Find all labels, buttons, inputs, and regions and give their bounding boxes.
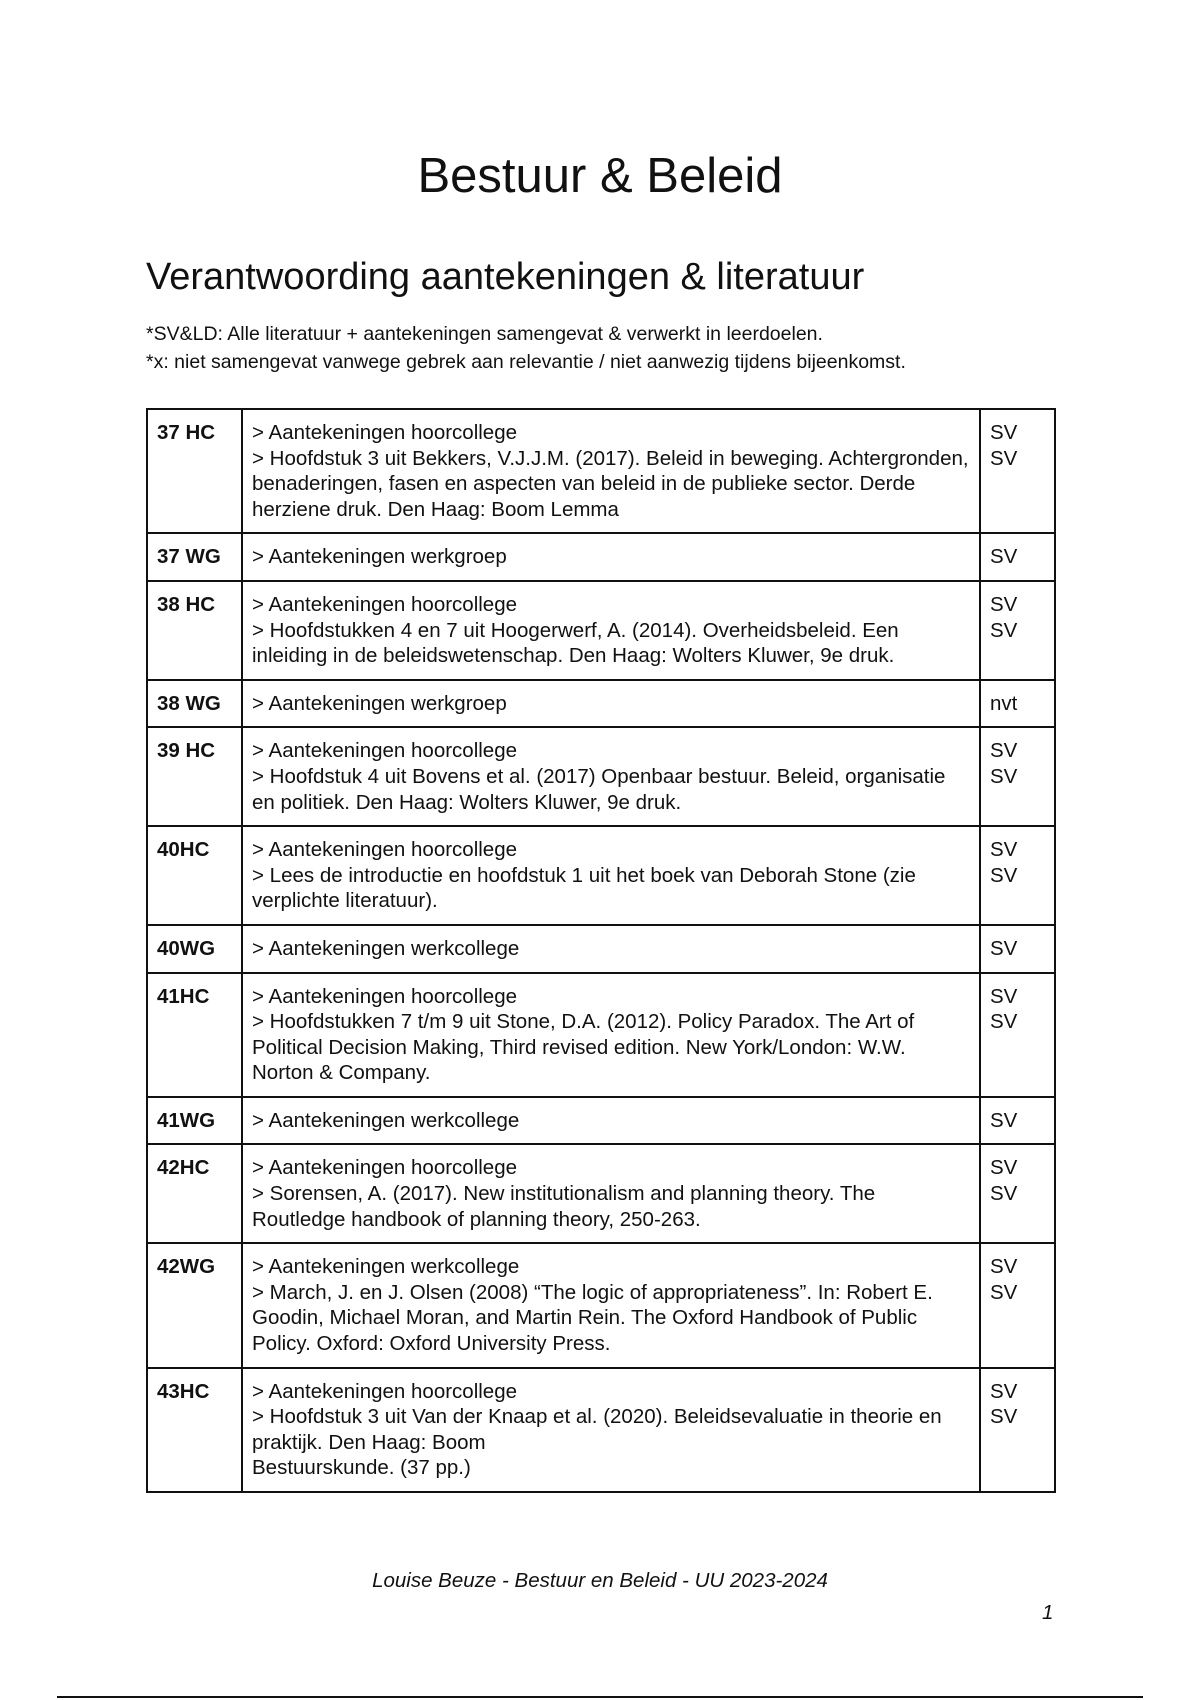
status-value: SV [990, 545, 1018, 569]
session-code-cell: 41HC [147, 973, 242, 1097]
materials-cell [242, 727, 980, 826]
document-title: Bestuur & Beleid [417, 149, 783, 203]
table-row [147, 826, 1055, 925]
material-item: > Aantekeningen hoorcollege [252, 1379, 518, 1403]
materials-cell [242, 680, 980, 728]
materials-cell [242, 925, 980, 973]
session-code-cell: 38 WG [147, 680, 242, 728]
status-value: SV [990, 1156, 1018, 1180]
status-value: SV [990, 863, 1018, 887]
material-item: > Hoofdstukken 7 t/m 9 uit Stone, D.A. (2012). Policy Paradox. The Art of Political Decision Making, Third revised edition. New York/London: W.W. Norton & Company. [252, 1010, 920, 1085]
material-item: > March, J. en J. Olsen (2008) “The logic of appropriateness”. In: Robert E. Goodin, Michael Moran, and Martin Rein. The Oxford Handbook of Public Policy. Oxford: Oxford University Press. [252, 1280, 939, 1356]
material-item: > Aantekeningen hoorcollege [252, 592, 518, 616]
literature-table [146, 408, 1056, 1493]
session-code-cell: 43HC [147, 1368, 242, 1492]
status-value: SV [990, 1379, 1018, 1403]
session-code-cell: 42WG [147, 1243, 242, 1367]
session-code-cell: 37 WG [147, 533, 242, 581]
status-value: SV [990, 592, 1018, 616]
session-code-cell: 38 HC [147, 581, 242, 680]
status-value: SV [990, 1010, 1018, 1034]
page-bottom-divider [57, 1696, 1143, 1698]
status-value: SV [990, 1280, 1018, 1304]
table-row [147, 925, 1055, 973]
status-value: SV [990, 739, 1018, 763]
status-value: SV [990, 838, 1018, 862]
table-row [147, 533, 1055, 581]
status-value: SV [990, 446, 1018, 470]
material-item: > Hoofdstuk 4 uit Bovens et al. (2017) Openbaar bestuur. Beleid, organisatie en politiek. Den Haag: Wolters Kluwer, 9e druk. [252, 764, 952, 814]
status-cell [980, 826, 1055, 925]
status-cell [980, 1144, 1055, 1243]
section-heading: Verantwoording aantekeningen & literatuur [146, 256, 865, 298]
status-cell [980, 973, 1055, 1097]
material-item: Bestuurskunde. (37 pp.) [252, 1456, 471, 1480]
status-value: SV [990, 618, 1018, 642]
material-item: > Hoofdstuk 3 uit Bekkers, V.J.J.M. (2017). Beleid in beweging. Achtergronden, benaderingen, fasen en aspecten van beleid in de publieke sector. Derde herziene druk. Den Haag: Boom Lemma [252, 446, 975, 521]
status-cell [980, 925, 1055, 973]
table-row [147, 1097, 1055, 1145]
table-row [147, 727, 1055, 826]
table-row [147, 409, 1055, 533]
page-footer: Louise Beuze - Bestuur en Beleid - UU 2023-2024 [372, 1569, 828, 1592]
material-item: > Sorensen, A. (2017). New institutionalism and planning theory. The Routledge handbook of planning theory, 250-263. [252, 1182, 881, 1231]
status-value: SV [990, 984, 1018, 1008]
status-value: SV [990, 1255, 1018, 1279]
materials-cell [242, 533, 980, 581]
materials-cell [242, 973, 980, 1097]
status-value: nvt [990, 691, 1018, 715]
literature-table-body [147, 409, 1055, 1492]
session-code-cell: 40WG [147, 925, 242, 973]
session-code-cell: 41WG [147, 1097, 242, 1145]
status-value: SV [990, 1182, 1018, 1206]
materials-cell [242, 1243, 980, 1367]
status-cell [980, 533, 1055, 581]
session-code-cell: 40HC [147, 826, 242, 925]
material-item: > Hoofdstukken 4 en 7 uit Hoogerwerf, A. (2014). Overheidsbeleid. Een inleiding in de beleidswetenschap. Den Haag: Wolters Kluwer, 9e druk. [252, 618, 905, 668]
session-code-cell: 42HC [147, 1144, 242, 1243]
status-cell [980, 1243, 1055, 1367]
status-value: SV [990, 764, 1018, 788]
table-row [147, 1144, 1055, 1243]
material-item: > Lees de introductie en hoofdstuk 1 uit het boek van Deborah Stone (zie verplichte literatuur). [252, 863, 922, 913]
material-item: > Aantekeningen hoorcollege [252, 739, 518, 763]
session-code-cell: 37 HC [147, 409, 242, 533]
materials-cell [242, 409, 980, 533]
legend-note-x: *x: niet samengevat vanwege gebrek aan relevantie / niet aanwezig tijdens bijeenkomst. [146, 351, 906, 373]
status-value: SV [990, 936, 1018, 960]
material-item: > Hoofdstuk 3 uit Van der Knaap et al. (2020). Beleidsevaluatie in theorie en praktijk. Den Haag: Boom [252, 1405, 948, 1454]
status-cell [980, 581, 1055, 680]
material-item: > Aantekeningen werkgroep [252, 691, 507, 715]
status-cell [980, 680, 1055, 728]
table-row [147, 1368, 1055, 1492]
material-item: > Aantekeningen hoorcollege [252, 838, 518, 862]
materials-cell [242, 581, 980, 680]
status-value: SV [990, 421, 1018, 444]
material-item: > Aantekeningen hoorcollege [252, 984, 518, 1008]
material-item: > Aantekeningen werkcollege [252, 1255, 520, 1279]
status-cell [980, 1368, 1055, 1492]
status-cell [980, 409, 1055, 533]
materials-cell [242, 826, 980, 925]
material-item: > Aantekeningen werkcollege [252, 1108, 520, 1132]
status-value: SV [990, 1405, 1018, 1429]
materials-cell [242, 1368, 980, 1492]
legend-note-sv-ld: *SV&LD: Alle literatuur + aantekeningen samengevat & verwerkt in leerdoelen. [146, 323, 823, 345]
material-item: > Aantekeningen werkcollege [252, 936, 520, 960]
material-item: > Aantekeningen werkgroep [252, 545, 507, 569]
table-row [147, 581, 1055, 680]
materials-cell [242, 1097, 980, 1145]
table-row [147, 1243, 1055, 1367]
table-row [147, 680, 1055, 728]
status-cell [980, 727, 1055, 826]
status-value: SV [990, 1108, 1018, 1132]
page-number: 1 [1042, 1601, 1054, 1624]
legend-notes [146, 320, 906, 376]
session-code-cell: 39 HC [147, 727, 242, 826]
material-item: > Aantekeningen hoorcollege [252, 1156, 518, 1180]
table-row [147, 973, 1055, 1097]
status-cell [980, 1097, 1055, 1145]
materials-cell [242, 1144, 980, 1243]
material-item: > Aantekeningen hoorcollege [252, 421, 518, 444]
